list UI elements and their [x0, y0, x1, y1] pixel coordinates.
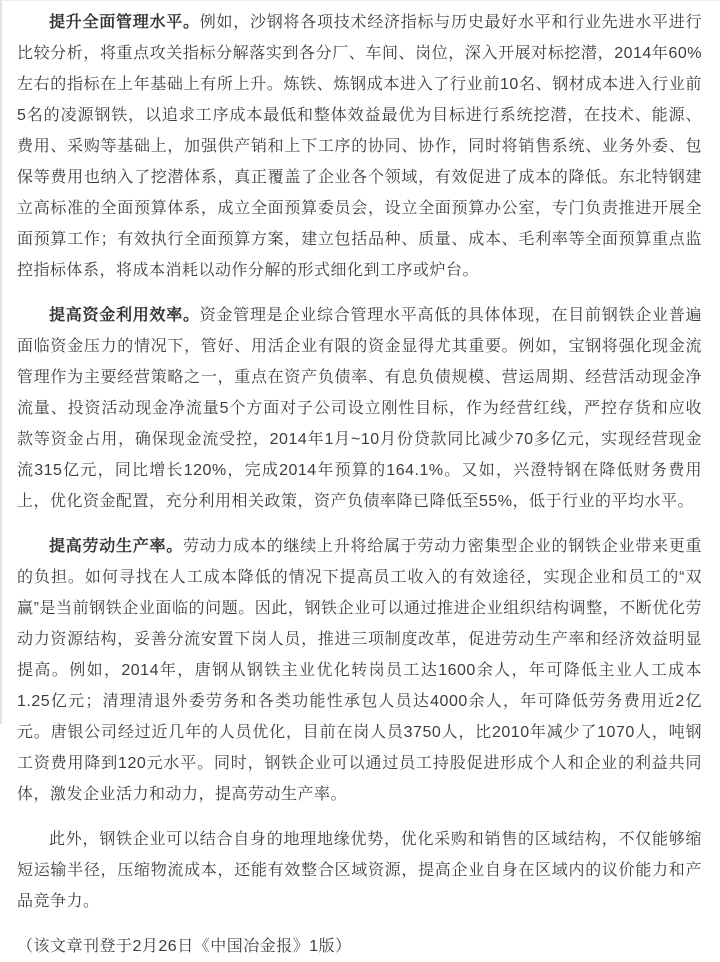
article-body	[17, 7, 702, 962]
paragraph-text: 资金管理是企业综合管理水平高低的具体体现，在目前钢铁企业普遍面临资金压力的情况下，管好、用活企业有限的资金显得尤其重要。例如，宝钢将强化现金流管理作为主要经营策略之一，重点在资产负债率、有息负债规模、营运周期、经营活动现金净流量、投资活动现金净流量5个方面对子公司设立刚性目标，作为经营红线，严控存货和应收款等资金占用，确保现金流受控，2014年1月~10月份贷款同比减少70多亿元，实现经营现金流315亿元，同比增长120%，完成2014年预算的164.1%。又如，兴澄特钢在降低财务费用上，优化资金配置，充分利用相关政策，资产负债率降已降低至55%，低于行业的平均水平。	[17, 307, 702, 510]
paragraph-capital-efficiency	[17, 300, 702, 517]
paragraph-text: 例如，沙钢将各项技术经济指标与历史最好水平和行业先进水平进行比较分析，将重点攻关指标分解落实到各分厂、车间、岗位，深入开展对标挖潜，2014年60%左右的指标在上年基础上有所上升。炼铁、炼钢成本进入了行业前10名、钢材成本进入行业前5名的凌源钢铁，以追求工序成本最低和整体效益最优为目标进行系统挖潜，在技术、能源、费用、采购等基础上，加强供产销和上下工序的协同、协作，同时将销售系统、业务外委、包保等费用也纳入了挖潜体系，真正覆盖了企业各个领域，有效促进了成本的降低。东北特钢建立高标准的全面预算体系，成立全面预算委员会，设立全面预算办公室，专门负责推进开展全面预算工作；有效执行全面预算方案，建立包括品种、质量、成本、毛利率等全面预算重点监控指标体系，将成本消耗以动作分解的形式细化到工序或炉台。	[17, 14, 702, 279]
publication-footnote: （该文章刊登于2月26日《中国冶金报》1版）	[17, 938, 352, 955]
paragraph-lead: 提高劳动生产率。	[49, 538, 183, 555]
paragraph-text: 此外，钢铁企业可以结合自身的地理地缘优势，优化采购和销售的区域结构，不仅能够缩短运输半径，压缩物流成本，还能有效整合区域资源，提高企业自身在区域内的议价能力和产品竞争力。	[17, 831, 702, 910]
paragraph-lead: 提升全面管理水平。	[49, 14, 200, 31]
paragraph-management-level	[17, 7, 702, 286]
paragraph-regional-advantage	[17, 824, 702, 917]
paragraph-labor-productivity	[17, 531, 702, 810]
paragraph-text: 劳动力成本的继续上升将给属于劳动力密集型企业的钢铁企业带来更重的负担。如何寻找在人工成本降低的情况下提高员工收入的有效途径，实现企业和员工的“双赢”是当前钢铁企业面临的问题。因此，钢铁企业可以通过推进企业组织结构调整，不断优化劳动力资源结构，妥善分流安置下岗人员，推进三项制度改革，促进劳动生产率和经济效益明显提高。例如，2014年，唐钢从钢铁主业优化转岗员工达1600余人，年可降低主业人工成本1.25亿元；清理清退外委劳务和各类功能性承包人员达4000余人，年可降低劳务费用近2亿元。唐银公司经过近几年的人员优化，目前在岗人员3750人，比2010年减少了1070人，吨钢工资费用降到120元水平。同时，钢铁企业可以通过员工持股促进形成个人和企业的利益共同体，激发企业活力和动力，提高劳动生产率。	[17, 538, 702, 803]
paragraph-lead: 提高资金利用效率。	[49, 307, 200, 324]
